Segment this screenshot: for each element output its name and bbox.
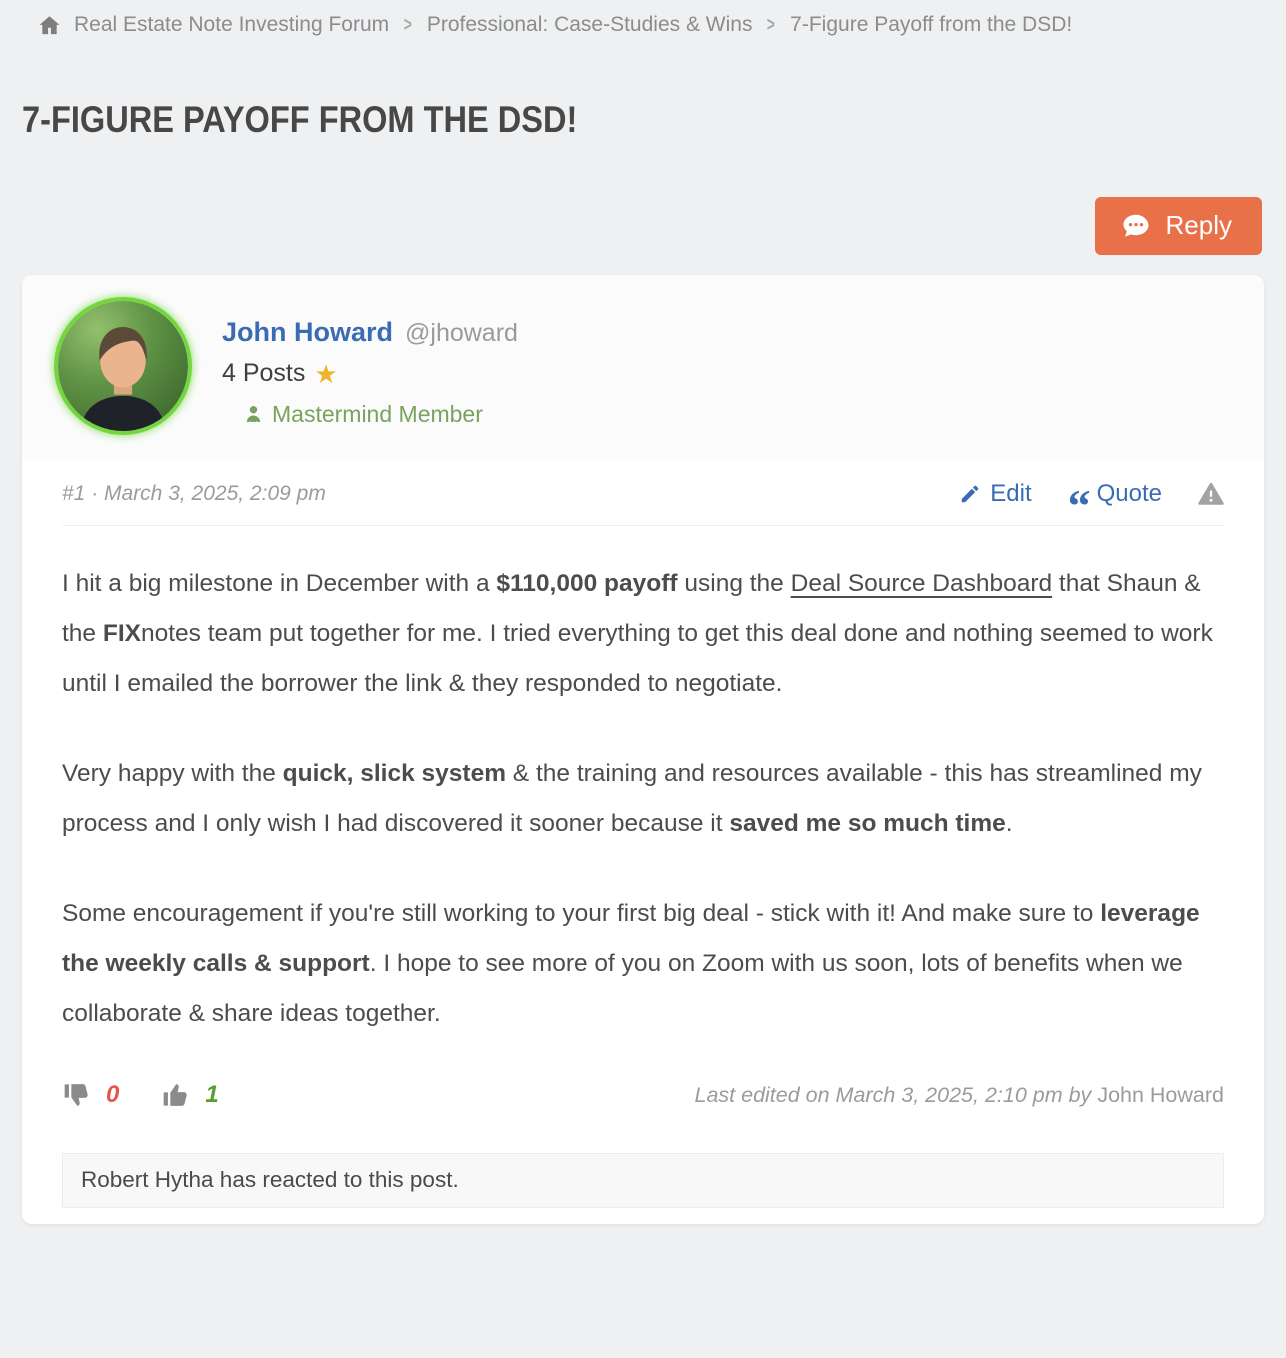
home-icon[interactable] [38, 14, 61, 37]
breadcrumb-item-topic: 7-Figure Payoff from the DSD! [790, 13, 1073, 36]
last-edited-author: John Howard [1097, 1082, 1224, 1107]
post-paragraph [62, 749, 1224, 849]
post-content [62, 526, 1224, 1039]
pencil-icon [959, 483, 981, 505]
thumbs-up-count: 1 [205, 1081, 219, 1108]
avatar-photo [58, 301, 188, 431]
user-info [222, 297, 518, 435]
thumbs-down-count: 0 [106, 1081, 120, 1108]
thumbs-down-reaction [62, 1079, 119, 1111]
breadcrumb [0, 0, 1286, 37]
breadcrumb-item-category[interactable]: Professional: Case-Studies & Wins [426, 13, 753, 36]
reply-toolbar [0, 197, 1262, 255]
text-segment: & the training and resources available - this has streamlined my process and I only wish I had discovered it sooner because it [62, 760, 1202, 837]
reply-button-label: Reply [1165, 210, 1232, 240]
text-segment: saved me so much time [729, 810, 1006, 837]
text-segment: FIX [102, 620, 141, 647]
report-warning-icon[interactable] [1198, 482, 1224, 506]
text-segment: leverage the weekly calls & support [62, 900, 1200, 977]
text-segment: $110,000 payoff [496, 570, 678, 597]
chevron-right-icon: > [403, 13, 413, 36]
reaction-notice: Robert Hytha has reacted to this post. [62, 1153, 1224, 1208]
post-paragraph [62, 559, 1224, 709]
text-segment: quick, slick system [282, 760, 506, 787]
edit-label: Edit [990, 480, 1032, 507]
reactions [62, 1079, 219, 1111]
author-post-count: 4 Posts [222, 359, 306, 387]
quote-label: Quote [1096, 480, 1162, 507]
post-card [22, 275, 1264, 1224]
last-edited-text: Last edited on March 3, 2025, 2:10 pm by [694, 1082, 1092, 1107]
quote-button[interactable]: “ Quote [1067, 480, 1162, 531]
thumbs-down-icon[interactable] [62, 1079, 94, 1111]
last-edited-note [695, 1083, 1225, 1108]
breadcrumb-item-forum[interactable]: Real Estate Note Investing Forum [74, 13, 390, 36]
post-paragraph [62, 889, 1224, 1039]
text-segment: that Shaun & the [62, 570, 1201, 647]
text-segment: . [1005, 810, 1013, 837]
author-handle: @jhoward [405, 319, 518, 347]
member-badge: Mastermind Member [272, 401, 483, 427]
thumbs-up-reaction [161, 1079, 218, 1111]
text-segment: Very happy with the [62, 760, 283, 787]
text-segment: I hit a big milestone in December with a [62, 570, 497, 597]
speech-bubble-icon [1121, 211, 1151, 241]
author-name-link[interactable]: John Howard [222, 317, 394, 347]
post-footer-row [62, 1079, 1224, 1111]
post-number-date: #1 · March 3, 2025, 2:09 pm [62, 482, 326, 505]
text-segment: notes team put together for me. I tried everything to get this deal done and nothing seemed to work until I emailed the borrower the link & they responded to negotiate. [62, 620, 1213, 697]
reply-button[interactable] [1095, 197, 1262, 255]
thumbs-up-icon[interactable] [161, 1079, 193, 1111]
post-header [22, 275, 1264, 459]
avatar[interactable] [54, 297, 192, 435]
edit-button[interactable] [959, 480, 1031, 508]
text-segment: . I hope to see more of you on Zoom with us soon, lots of benefits when we collaborate & share ideas together. [62, 950, 1183, 1027]
post-meta-row [62, 459, 1224, 531]
page-title: 7-FIGURE PAYOFF FROM THE DSD! [22, 99, 578, 140]
star-icon: ★ [314, 358, 338, 389]
post-inline-link[interactable]: Deal Source Dashboard [790, 570, 1053, 597]
chevron-right-icon: > [767, 13, 776, 36]
text-segment: using the [677, 570, 791, 597]
text-segment: Some encouragement if you're still working to your first big deal - stick with it! And make sure to [62, 900, 1101, 927]
member-icon [243, 404, 264, 425]
